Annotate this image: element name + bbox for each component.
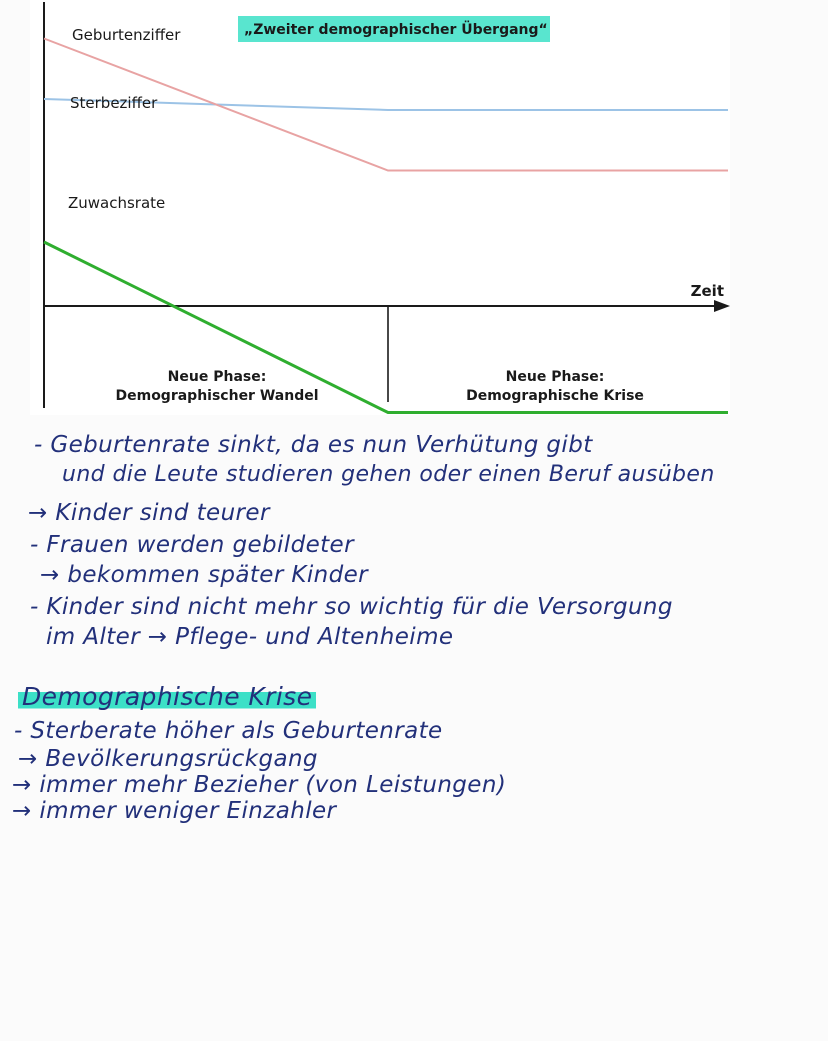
- phase-1-title: Neue Phase:: [167, 369, 267, 385]
- crisis-line-4: → immer weniger Einzahler: [12, 798, 337, 824]
- section-heading: [18, 682, 316, 711]
- crisis-line-3: → immer mehr Bezieher (von Leistungen): [12, 772, 507, 798]
- note-line-6: - Kinder sind nicht mehr so wichtig für die Versorgung: [30, 594, 673, 620]
- label-sterbeziffer: Sterbeziffer: [70, 94, 158, 112]
- x-axis-label: Zeit: [690, 282, 724, 300]
- note-line-2: und die Leute studieren gehen oder einen Beruf ausüben: [62, 462, 715, 487]
- crisis-line-2: → Bevölkerungsrückgang: [18, 746, 318, 772]
- phase-1-name: Demographischer Wandel: [115, 388, 319, 404]
- label-geburtenziffer: Geburtenziffer: [72, 26, 181, 44]
- chart-title: „Zweiter demographischer Übergang“: [244, 22, 548, 38]
- phase-2-name: Demographische Krise: [466, 388, 644, 404]
- section-heading-text: Demographische Krise: [18, 682, 316, 711]
- crisis-line-1: - Sterberate höher als Geburtenrate: [14, 718, 443, 744]
- note-line-1: - Geburtenrate sinkt, da es nun Verhütung gibt: [34, 432, 593, 458]
- note-line-7: im Alter → Pflege- und Altenheime: [46, 624, 454, 650]
- label-zuwachsrate: Zuwachsrate: [68, 194, 166, 212]
- note-line-3: → Kinder sind teurer: [28, 500, 270, 526]
- note-line-4: - Frauen werden gebildeter: [30, 532, 354, 558]
- note-line-5: → bekommen später Kinder: [40, 562, 369, 588]
- phase-2-title: Neue Phase:: [505, 369, 605, 385]
